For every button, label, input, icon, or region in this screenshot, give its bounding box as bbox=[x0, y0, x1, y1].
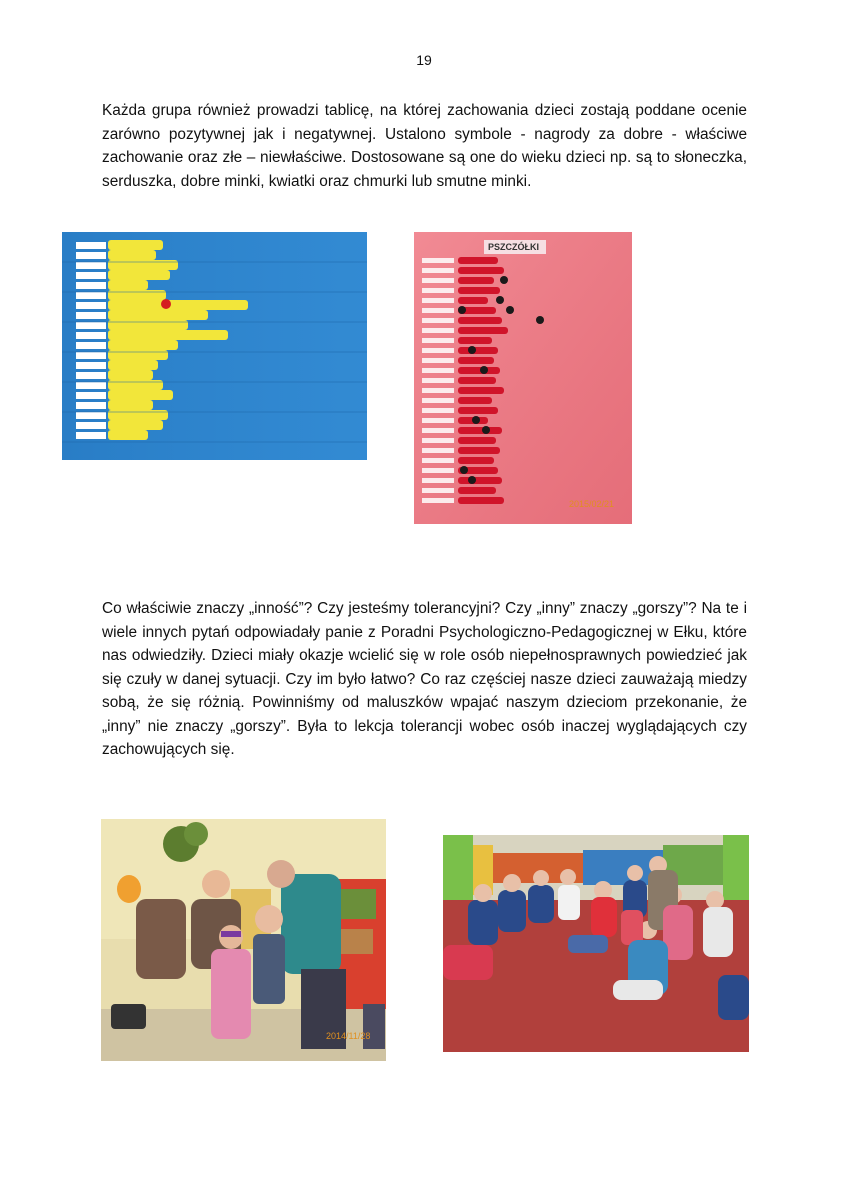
photo-classroom-activity bbox=[101, 819, 386, 1061]
photo-date-stamp: 2015/02/21 bbox=[569, 499, 615, 509]
blue-board-image bbox=[62, 232, 367, 460]
photo-blue-behavior-board bbox=[62, 232, 367, 460]
board-title: PSZCZÓŁKI bbox=[488, 242, 539, 252]
paragraph-behavior-boards: Każda grupa również prowadzi tablicę, na której zachowania dzieci zostają poddane ocenie zarówno pozytywnej jak i negatywnej. Ustalono symbole - nagrody za dobre - właściwe zachowanie oraz złe – niewłaściwe. Dostosowane są one do wieku dzieci np. są to słoneczka, serduszka, dobre minki, kwiatki oraz chmurki lub smutne minki. bbox=[102, 102, 747, 190]
pink-board-image bbox=[414, 232, 632, 524]
children-circle-image bbox=[443, 835, 749, 1052]
paragraph-tolerance-lesson: Co właściwie znaczy „inność”? Czy jesteśmy tolerancyjni? Czy „inny” znaczy „gorszy”? Na te i wiele innych pytań odpowiadały panie z Poradni Psychologiczno-Pedagogicznej w Ełku, które nas odwiedziły. Dzieci miały okazje wcielić się w role osób niepełnosprawnych powiedzieć jak się czuły w danej sytuacji. Czy im było łatwo? Co raz częściej nasze dzieci zauważają miedzy sobą, że się różnią. Powinniśmy od maluszków wpajać naszym dzieciom przekonanie, że „inny” nie znaczy „gorszy”. Była to lekcja tolerancji wobec osób inaczej wyglądających czy zachowujących się. bbox=[102, 600, 747, 758]
page-number: 19 bbox=[416, 52, 432, 68]
photo-children-circle bbox=[443, 835, 749, 1052]
photo-date-stamp: 2014/11/28 bbox=[326, 1031, 371, 1041]
photo-pink-behavior-board bbox=[414, 232, 632, 524]
classroom-activity-image bbox=[101, 819, 386, 1061]
